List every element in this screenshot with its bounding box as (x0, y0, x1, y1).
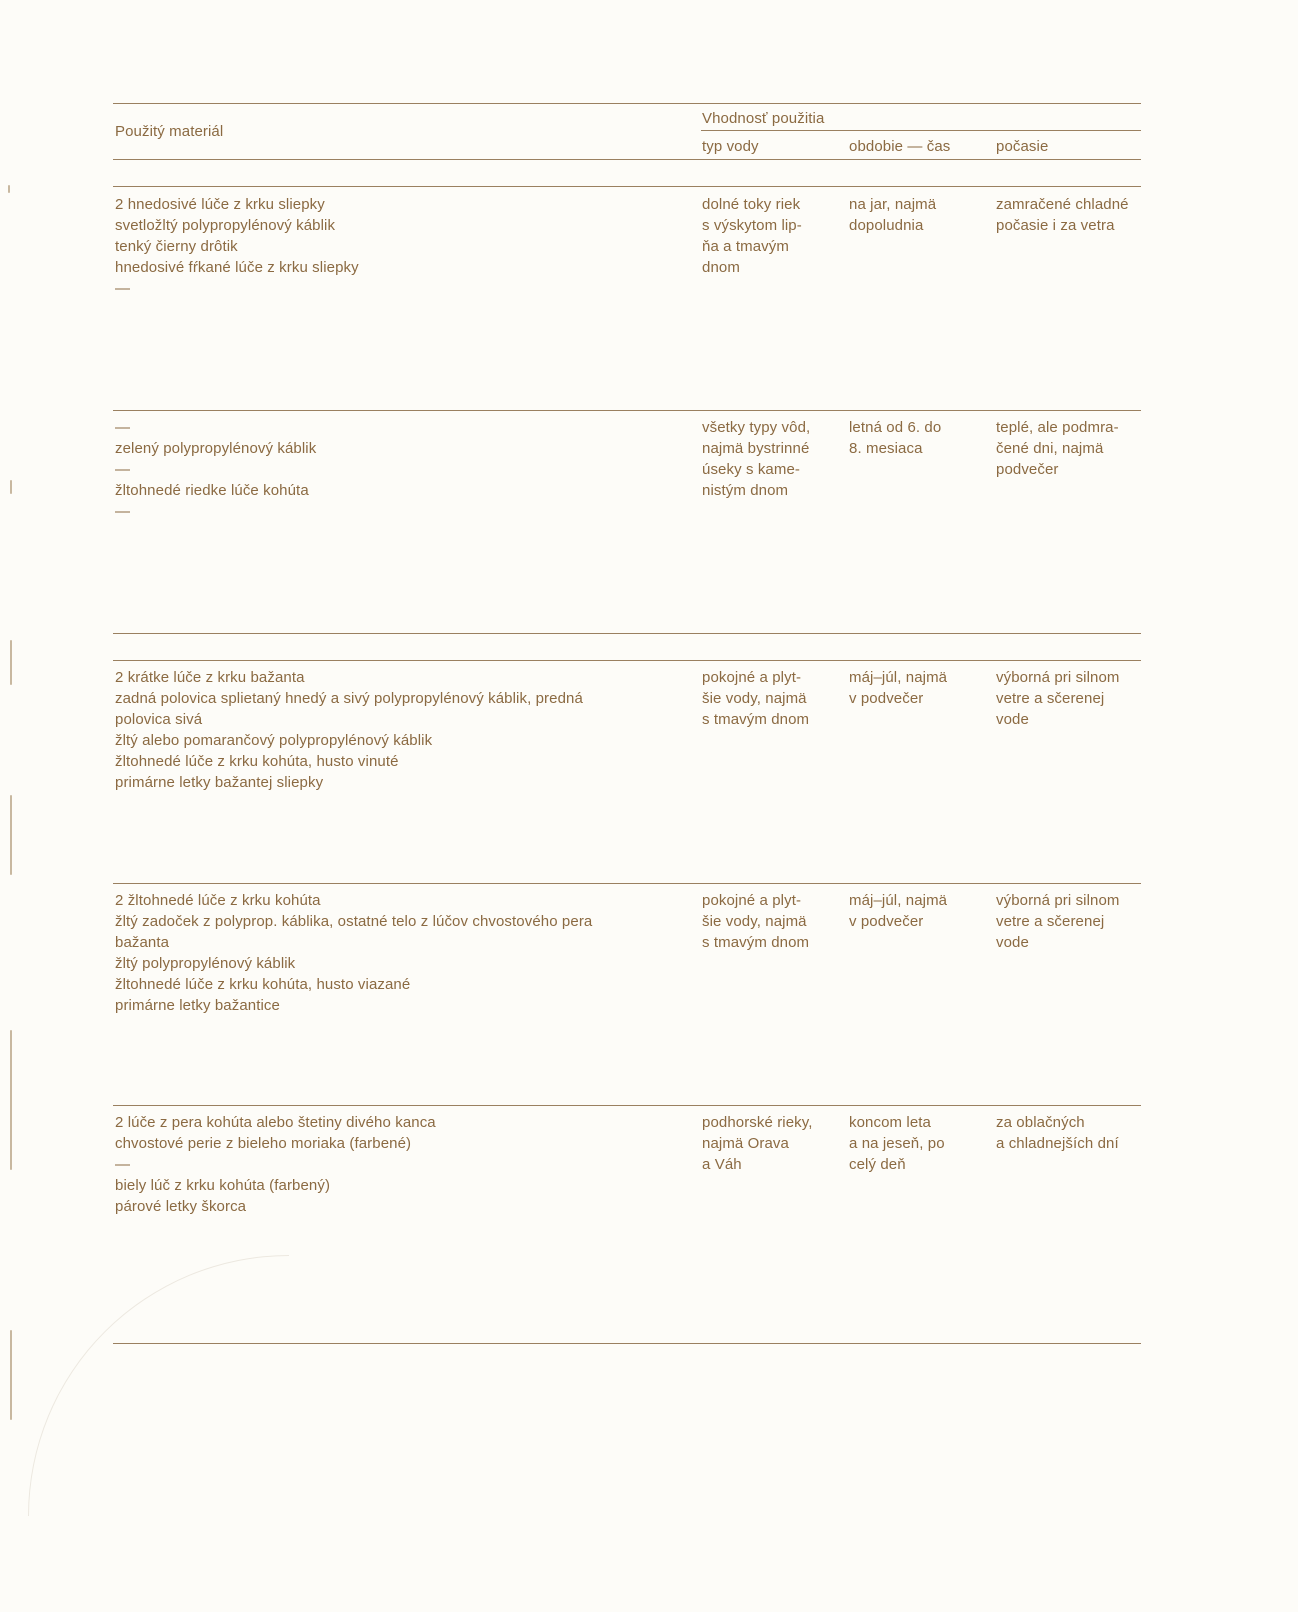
material-line: 2 lúče z pera kohúta alebo štetiny divého kanca (115, 1114, 436, 1131)
material-line: žltohnedé lúče z krku kohúta, husto vinuté (115, 753, 399, 770)
material-line: párové letky škorca (115, 1198, 247, 1215)
row-5-material (115, 1112, 436, 1217)
row-2-material (115, 417, 316, 522)
suitability-underline (701, 130, 1141, 131)
material-line: žltý alebo pomarančový polypropylénový káblik (115, 732, 433, 749)
row-5-weather (996, 1112, 1119, 1154)
material-line: — (115, 503, 131, 520)
material-line: — (115, 461, 131, 478)
row-3-material (115, 667, 583, 793)
water-line: s tmavým dnom (702, 934, 810, 951)
material-line: 2 žltohnedé lúče z krku kohúta (115, 892, 321, 909)
water-line: podhorské rieky, (702, 1114, 813, 1131)
weather-line: podvečer (996, 461, 1059, 478)
material-line: 2 hnedosivé lúče z krku sliepky (115, 196, 325, 213)
period-header: obdobie — čas (849, 138, 951, 155)
row-2-water (702, 417, 810, 501)
period-line: 8. mesiaca (849, 440, 923, 457)
material-line: žltohnedé riedke lúče kohúta (115, 482, 309, 499)
material-line: primárne letky bažantej sliepky (115, 774, 324, 791)
material-line: zelený polypropylénový káblik (115, 440, 317, 457)
row-separator (113, 186, 1141, 187)
material-line: chvostové perie z bieleho moriaka (farbené) (115, 1135, 412, 1152)
margin-mark (10, 480, 12, 494)
row-1-period (849, 194, 936, 236)
material-line: primárne letky bažantice (115, 997, 280, 1014)
row-5-water (702, 1112, 813, 1175)
period-line: a na jeseň, po (849, 1135, 945, 1152)
material-column-header: Použitý materiál (115, 123, 224, 140)
period-line: máj–júl, najmä (849, 892, 948, 909)
period-line: v podvečer (849, 913, 924, 930)
row-2-weather (996, 417, 1119, 480)
material-line: polovica sivá (115, 711, 203, 728)
weather-line: vetre a sčerenej (996, 913, 1105, 930)
row-3-period (849, 667, 947, 709)
water-line: pokojné a plyt- (702, 669, 802, 686)
water-line: šie vody, najmä (702, 913, 807, 930)
water-line: najmä bystrinné (702, 440, 810, 457)
material-line: žltý zadoček z polyprop. káblika, ostatné telo z lúčov chvostového pera (115, 913, 593, 930)
weather-line: počasie i za vetra (996, 217, 1115, 234)
material-line: tenký čierny drôtik (115, 238, 238, 255)
weather-line: výborná pri silnom (996, 892, 1120, 909)
margin-mark (10, 640, 12, 685)
weather-line: a chladnejších dní (996, 1135, 1119, 1152)
weather-header: počasie (996, 138, 1049, 155)
material-line: — (115, 1156, 131, 1173)
row-separator (113, 883, 1141, 884)
row-1-water (702, 194, 802, 278)
row-2-period (849, 417, 941, 459)
material-line: žltohnedé lúče z krku kohúta, husto viazané (115, 976, 411, 993)
margin-mark (8, 185, 10, 193)
table-bottom-rule (113, 1343, 1141, 1344)
period-line: na jar, najmä (849, 196, 937, 213)
water-line: nistým dnom (702, 482, 789, 499)
material-line: — (115, 280, 131, 297)
water-line: ňa a tmavým (702, 238, 789, 255)
period-line: letná od 6. do (849, 419, 942, 436)
water-line: a Váh (702, 1156, 742, 1173)
material-line: hnedosivé fŕkané lúče z krku sliepky (115, 259, 359, 276)
row-4-material (115, 890, 592, 1016)
material-line: bažanta (115, 934, 170, 951)
header-top-rule (113, 103, 1141, 104)
water-type-header: typ vody (702, 138, 759, 155)
weather-line: teplé, ale podmra- (996, 419, 1119, 436)
page-curl-shadow (28, 1255, 289, 1516)
water-line: všetky typy vôd, (702, 419, 811, 436)
row-1-weather (996, 194, 1129, 236)
row-1-material (115, 194, 359, 299)
weather-line: vode (996, 934, 1029, 951)
period-line: koncom leta (849, 1114, 931, 1131)
row-3-water (702, 667, 809, 730)
material-line: 2 krátke lúče z krku bažanta (115, 669, 305, 686)
period-line: máj–júl, najmä (849, 669, 948, 686)
row-separator (113, 1105, 1141, 1106)
water-line: s výskytom lip- (702, 217, 802, 234)
period-line: celý deň (849, 1156, 906, 1173)
water-line: najmä Orava (702, 1135, 789, 1152)
weather-line: zamračené chladné (996, 196, 1129, 213)
row-3-weather (996, 667, 1120, 730)
material-line: svetložltý polypropylénový káblik (115, 217, 336, 234)
suitability-header: Vhodnosť použitia (702, 110, 825, 127)
weather-line: čené dni, najmä (996, 440, 1104, 457)
row-4-water (702, 890, 809, 953)
margin-mark (10, 1030, 12, 1170)
weather-line: vetre a sčerenej (996, 690, 1105, 707)
material-line: žltý polypropylénový káblik (115, 955, 296, 972)
period-line: v podvečer (849, 690, 924, 707)
row-5-period (849, 1112, 945, 1175)
row-separator (113, 410, 1141, 411)
row-4-weather (996, 890, 1120, 953)
water-line: s tmavým dnom (702, 711, 810, 728)
water-line: šie vody, najmä (702, 690, 807, 707)
header-bottom-rule (113, 159, 1141, 160)
water-line: pokojné a plyt- (702, 892, 802, 909)
margin-mark (10, 1330, 12, 1420)
weather-line: vode (996, 711, 1029, 728)
water-line: úseky s kame- (702, 461, 800, 478)
material-line: — (115, 419, 131, 436)
material-line: biely lúč z krku kohúta (farbený) (115, 1177, 331, 1194)
material-line: zadná polovica splietaný hnedý a sivý polypropylénový káblik, predná (115, 690, 583, 707)
water-line: dnom (702, 259, 740, 276)
water-line: dolné toky riek (702, 196, 801, 213)
period-line: dopoludnia (849, 217, 924, 234)
row-separator (113, 633, 1141, 634)
weather-line: výborná pri silnom (996, 669, 1120, 686)
row-separator (113, 660, 1141, 661)
weather-line: za oblačných (996, 1114, 1085, 1131)
row-4-period (849, 890, 947, 932)
margin-mark (10, 795, 12, 875)
